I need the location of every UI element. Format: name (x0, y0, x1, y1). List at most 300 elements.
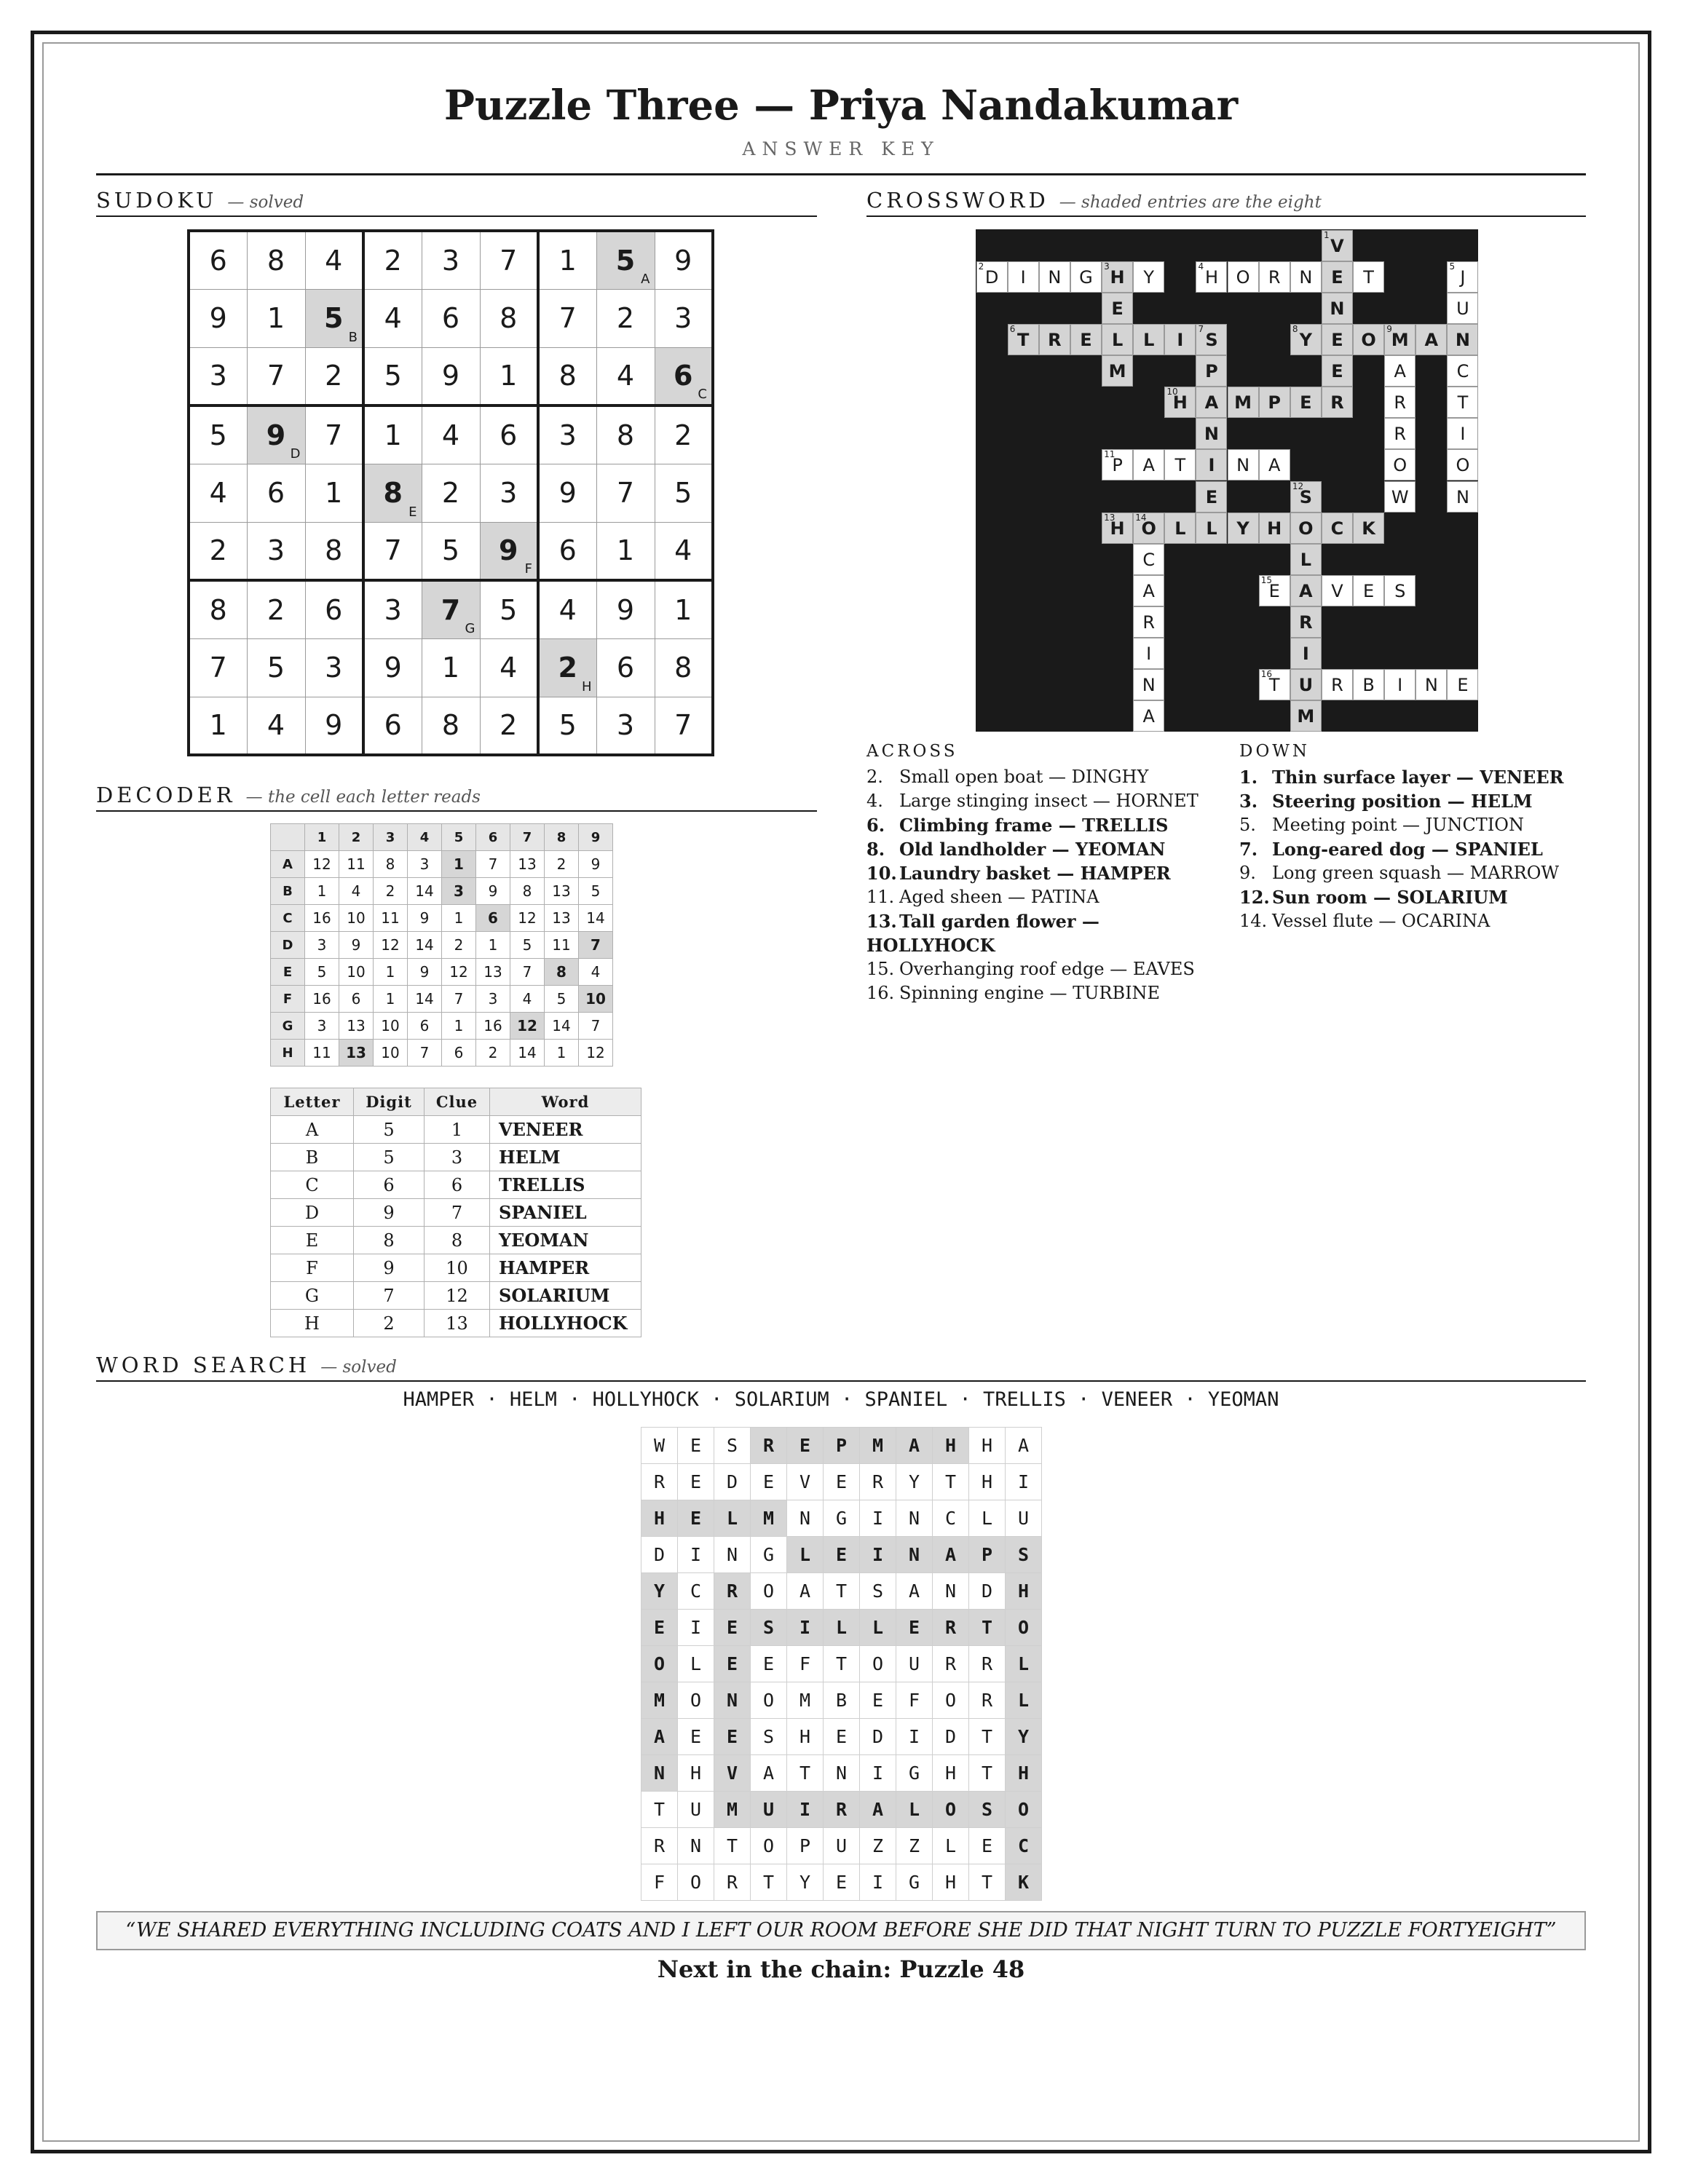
decoder-cell: 6 (408, 1013, 442, 1040)
sudoku-cell (596, 522, 655, 580)
wordsearch-cell: A (1006, 1428, 1042, 1464)
sudoku-cell (655, 464, 713, 522)
crossword-cell (1322, 293, 1353, 324)
wordsearch-cell: E (751, 1646, 787, 1682)
decoder-cell: 16 (476, 1013, 510, 1040)
decoder-row (271, 1013, 613, 1040)
sudoku-digit: 6 (209, 244, 227, 277)
clue-number: 11. (866, 887, 895, 907)
crossword-cell (1290, 481, 1322, 513)
down-clue (1239, 909, 1564, 933)
decoder-cell: 4 (339, 878, 374, 905)
across-clue (866, 885, 1199, 909)
letter-table-heading: Clue (425, 1088, 490, 1116)
letter-table-cell: HELM (490, 1144, 641, 1171)
decoder-cell: 1 (476, 932, 510, 959)
crossword-letter: S (1299, 486, 1312, 507)
crossword-letter: M (1297, 706, 1315, 727)
clue-text: Laundry basket — HAMPER (899, 863, 1171, 884)
crossword-letter: T (1017, 329, 1030, 350)
crossword-clue-number: 6 (1009, 323, 1016, 334)
wordsearch-cell: O (751, 1573, 787, 1610)
decoder-cell: 3 (305, 932, 339, 959)
sudoku-digit: 5 (384, 360, 402, 392)
wordsearch-cell: G (896, 1755, 933, 1792)
wordsearch-cell: D (933, 1719, 969, 1755)
sudoku-digit: 3 (500, 477, 518, 509)
decoder-cell: 10 (374, 1013, 408, 1040)
sudoku-row (189, 522, 713, 580)
sudoku-cell (480, 522, 538, 580)
crossword-letter: O (1236, 266, 1250, 288)
wordsearch-cell: E (678, 1500, 714, 1537)
wordsearch-cell: H (933, 1864, 969, 1901)
crossword-cell (1039, 261, 1070, 293)
letter-table-cell: 7 (425, 1199, 490, 1227)
across-clues (866, 740, 1199, 1005)
wordsearch-cell: N (896, 1500, 933, 1537)
wordsearch-cell: N (714, 1537, 751, 1573)
sudoku-cell (363, 405, 422, 464)
sudoku-digit: 5 (674, 477, 692, 509)
decoder-cell: 5 (579, 878, 613, 905)
clue-number: 4. (866, 791, 883, 811)
clue-text: Small open boat — DINGHY (899, 767, 1149, 787)
clue-number: 7. (1239, 839, 1258, 860)
clue-number: 15. (866, 959, 895, 979)
crossword-cell (1322, 669, 1353, 700)
wordsearch-cell: K (1006, 1864, 1042, 1901)
sudoku-digit: 3 (616, 709, 635, 742)
crossword-cell (1447, 324, 1478, 355)
decoder-cell: 7 (510, 959, 545, 986)
title-rule (96, 173, 1586, 175)
clue-number: 2. (866, 767, 883, 787)
decoder-header (96, 783, 817, 812)
crossword-cell (1290, 387, 1322, 418)
sudoku-cell (596, 405, 655, 464)
decoder-row (271, 851, 613, 878)
wordsearch-cell: H (969, 1464, 1006, 1500)
decoder-row (271, 905, 613, 932)
sudoku-cell (363, 289, 422, 347)
sudoku-cell (305, 464, 363, 522)
sudoku-cell (189, 697, 247, 755)
sudoku-digit: 1 (209, 709, 227, 742)
quote-box: “WE SHARED EVERYTHING INCLUDING COATS AND I LEFT OUR ROOM BEFORE SHE DID THAT NIGHT TURN TO PUZZLE FORTYEIGHT” (96, 1911, 1586, 1950)
wordsearch-cell: A (641, 1719, 678, 1755)
sudoku-cell (480, 697, 538, 755)
crossword-note: — shaded entries are the eight (1059, 193, 1322, 212)
clue-text: Old landholder — YEOMAN (899, 839, 1166, 860)
crossword-letter: B (1362, 675, 1375, 696)
sudoku-cell (596, 289, 655, 347)
sudoku-digit: 8 (674, 652, 692, 684)
crossword-letter: I (1146, 644, 1152, 665)
crossword-cell (1259, 575, 1290, 606)
wordsearch-cell: U (824, 1828, 860, 1864)
wordsearch-cell: R (969, 1646, 1006, 1682)
decoder-row-header: H (271, 1040, 305, 1067)
decoder-cell: 8 (374, 851, 408, 878)
crossword-letter: T (1457, 392, 1469, 414)
decoder-row (271, 878, 613, 905)
crossword-letter: A (1142, 580, 1155, 601)
wordsearch-cell: R (860, 1464, 896, 1500)
crossword-letter: D (984, 266, 999, 288)
down-clue (1239, 885, 1564, 909)
sudoku-cell (189, 347, 247, 405)
wordsearch-cell: H (678, 1755, 714, 1792)
wordsearch-cell: L (860, 1610, 896, 1646)
sudoku-row (189, 289, 713, 347)
sudoku-grid (187, 229, 714, 756)
crossword-clue-number: 16 (1260, 669, 1272, 680)
sudoku-cell (422, 464, 480, 522)
crossword-cell (1353, 575, 1384, 606)
wordsearch-cell: F (641, 1864, 678, 1901)
sudoku-cell (189, 289, 247, 347)
decoder-cell: 11 (545, 932, 579, 959)
down-clues (1239, 740, 1564, 933)
sudoku-row (189, 231, 713, 289)
sudoku-row (189, 464, 713, 522)
decoder-cell: 12 (510, 1013, 545, 1040)
crossword-letter: I (1177, 329, 1184, 350)
sudoku-cell (422, 697, 480, 755)
crossword-letter: O (1361, 329, 1376, 350)
wordsearch-cell: S (751, 1610, 787, 1646)
sudoku-cell (596, 347, 655, 405)
wordsearch-cell: I (860, 1537, 896, 1573)
wordsearch-cell: A (896, 1573, 933, 1610)
sudoku-row (189, 697, 713, 755)
wordsearch-cell: M (641, 1682, 678, 1719)
crossword-cell (1102, 513, 1133, 544)
letter-table-cell: TRELLIS (490, 1171, 641, 1199)
letter-table-cell: F (271, 1254, 354, 1282)
decoder-cell: 3 (305, 1013, 339, 1040)
sudoku-cell (480, 580, 538, 638)
wordsearch-cell: A (751, 1755, 787, 1792)
decoder-row (271, 932, 613, 959)
crossword-letter: M (1108, 361, 1126, 382)
clue-text: Long green squash — MARROW (1272, 863, 1560, 883)
sudoku-cell (189, 522, 247, 580)
crossword-letter: P (1205, 361, 1218, 382)
sudoku-digit: 2 (325, 360, 343, 392)
crossword-cell (1384, 324, 1416, 355)
crossword-clue-number: 1 (1323, 229, 1330, 240)
wordsearch-cell: L (714, 1500, 751, 1537)
sudoku-cell (305, 638, 363, 697)
wordsearch-cell: R (641, 1464, 678, 1500)
wordsearch-cell: N (933, 1573, 969, 1610)
crossword-letter: M (1234, 392, 1252, 414)
wordsearch-cell: T (641, 1792, 678, 1828)
crossword-letter: A (1299, 580, 1313, 601)
sudoku-digit: 9 (616, 593, 635, 626)
wordsearch-cell: I (896, 1719, 933, 1755)
wordsearch-cell: L (1006, 1646, 1042, 1682)
letter-table-cell: 8 (354, 1227, 425, 1254)
wordsearch-cell: L (678, 1646, 714, 1682)
crossword-cell (1196, 418, 1227, 449)
wordsearch-cell: R (751, 1428, 787, 1464)
crossword-cell (1384, 355, 1416, 387)
wordsearch-cell: I (678, 1610, 714, 1646)
decoder-cell: 6 (442, 1040, 476, 1067)
crossword-cell (1196, 481, 1227, 513)
decoder-col-header: 8 (545, 824, 579, 851)
crossword-cell (1133, 606, 1164, 638)
wordsearch-cell: M (787, 1682, 824, 1719)
crossword-letter: R (1268, 266, 1281, 288)
crossword-cell (1070, 324, 1102, 355)
wordsearch-cell: C (933, 1500, 969, 1537)
crossword-cell (1447, 387, 1478, 418)
sudoku-digit: 2 (384, 244, 402, 277)
wordsearch-cell: O (933, 1792, 969, 1828)
sudoku-digit: 9 (266, 419, 286, 451)
sudoku-cell (422, 405, 480, 464)
wordsearch-cell: F (787, 1646, 824, 1682)
decoder-cell: 14 (545, 1013, 579, 1040)
letter-table-cell: 5 (354, 1144, 425, 1171)
sudoku-digit: 1 (558, 244, 577, 277)
decoder-cell: 5 (545, 986, 579, 1013)
wordsearch-row (641, 1573, 1042, 1610)
wordsearch-cell: O (678, 1682, 714, 1719)
decoder-row-header: B (271, 878, 305, 905)
sudoku-digit: 9 (441, 360, 460, 392)
wordsearch-cell: O (751, 1682, 787, 1719)
sudoku-cell (655, 522, 713, 580)
decoder-row-header: C (271, 905, 305, 932)
wordsearch-cell: L (787, 1537, 824, 1573)
crossword-cell (1102, 449, 1133, 480)
clue-text: Meeting point — JUNCTION (1272, 815, 1524, 835)
wordsearch-cell: D (641, 1537, 678, 1573)
crossword-cell (1164, 513, 1196, 544)
across-clue (866, 909, 1118, 957)
decoder-cell: 7 (579, 1013, 613, 1040)
letter-table-heading: Letter (271, 1088, 354, 1116)
sudoku-cell (363, 697, 422, 755)
sudoku-note: — solved (227, 193, 304, 212)
decoder-col-header: 5 (442, 824, 476, 851)
crossword-cell (1353, 324, 1384, 355)
decoder-cell: 12 (579, 1040, 613, 1067)
sudoku-cell (305, 580, 363, 638)
crossword-clue-number: 14 (1135, 512, 1147, 523)
crossword-clue-number: 4 (1198, 261, 1204, 272)
crossword-cell (1353, 669, 1384, 700)
sudoku-cell (538, 522, 596, 580)
crossword-letter: H (1267, 518, 1282, 539)
clue-text: Spinning engine — TURBINE (899, 983, 1161, 1003)
crossword-cell (1290, 513, 1322, 544)
crossword-letter: E (1111, 298, 1124, 319)
sudoku-cell (247, 231, 305, 289)
wordsearch-cell: N (678, 1828, 714, 1864)
wordsearch-cell: Y (896, 1464, 933, 1500)
decoder-cell: 10 (339, 959, 374, 986)
decoder-cell: 7 (476, 851, 510, 878)
crossword-letter: L (1300, 549, 1311, 570)
wordsearch-cell: I (860, 1755, 896, 1792)
wordsearch-row (641, 1864, 1042, 1901)
wordsearch-cell: I (787, 1610, 824, 1646)
letter-table-cell: 3 (425, 1144, 490, 1171)
sudoku-cell (247, 464, 305, 522)
wordsearch-cell: V (787, 1464, 824, 1500)
sudoku-digit: 2 (674, 419, 692, 451)
sudoku-digit: 4 (441, 419, 460, 451)
sudoku-cell (363, 347, 422, 405)
crossword-letter: M (1391, 329, 1409, 350)
crossword-cell (1322, 230, 1353, 261)
decoder-cell: 14 (579, 905, 613, 932)
clue-number: 8. (866, 839, 885, 860)
letter-table-heading: Digit (354, 1088, 425, 1116)
clue-number: 13. (866, 911, 897, 932)
wordsearch-cell: A (787, 1573, 824, 1610)
letter-table-cell: 5 (354, 1116, 425, 1144)
crossword-letter: R (1330, 392, 1344, 414)
sudoku-digit: 6 (325, 593, 343, 626)
wordsearch-cell: H (933, 1428, 969, 1464)
crossword-cell (1290, 544, 1322, 575)
sudoku-digit: 9 (558, 477, 577, 509)
crossword-cell (1133, 513, 1164, 544)
wordsearch-row (641, 1682, 1042, 1719)
decoder-title: DECODER (96, 783, 236, 807)
letter-table-row (271, 1171, 641, 1199)
decoder-cell: 13 (510, 851, 545, 878)
letter-table-cell: E (271, 1227, 354, 1254)
crossword-cell (1228, 513, 1259, 544)
wordsearch-cell: H (1006, 1573, 1042, 1610)
wordsearch-cell: L (969, 1500, 1006, 1537)
decoder-cell: 9 (408, 959, 442, 986)
decoder-col-header: 2 (339, 824, 374, 851)
sudoku-digit: 4 (266, 709, 285, 742)
crossword-letter: E (1300, 392, 1312, 414)
sudoku-digit: 6 (441, 302, 460, 334)
sudoku-digit: 1 (500, 360, 518, 392)
sudoku-cell (363, 522, 422, 580)
crossword-cell (1353, 513, 1384, 544)
crossword-cell (1008, 324, 1039, 355)
crossword-cell (1196, 355, 1227, 387)
wordsearch-cell: S (714, 1428, 751, 1464)
sudoku-cell (538, 231, 596, 289)
letter-table (270, 1088, 641, 1337)
letter-table-cell: SPANIEL (490, 1199, 641, 1227)
crossword-cell (1259, 669, 1290, 700)
sudoku-cell (538, 464, 596, 522)
wordsearch-cell: E (824, 1464, 860, 1500)
crossword-cell (1164, 324, 1196, 355)
decoder-cell: 7 (579, 932, 613, 959)
wordsearch-cell: P (969, 1537, 1006, 1573)
sudoku-cell (305, 405, 363, 464)
wordsearch-grid (641, 1427, 1042, 1901)
sudoku-digit: 8 (500, 302, 518, 334)
wordsearch-cell: M (714, 1792, 751, 1828)
sudoku-digit: 9 (674, 244, 692, 277)
crossword-letter: R (1394, 424, 1407, 445)
decoder-cell: 3 (476, 986, 510, 1013)
crossword-letter: H (1204, 266, 1218, 288)
wordsearch-cell: Y (1006, 1719, 1042, 1755)
sudoku-cell (538, 697, 596, 755)
sudoku-digit: 9 (384, 652, 402, 684)
decoder-cell: 11 (305, 1040, 339, 1067)
wordsearch-cell: E (714, 1610, 751, 1646)
clue-number: 5. (1239, 815, 1256, 835)
sudoku-cell (305, 231, 363, 289)
sudoku-cell (480, 231, 538, 289)
clue-text: Long-eared dog — SPANIEL (1272, 839, 1543, 860)
wordsearch-cell: N (714, 1682, 751, 1719)
sudoku-cell (305, 522, 363, 580)
wordsearch-row (641, 1537, 1042, 1573)
sudoku-cell (247, 289, 305, 347)
wordsearch-cell: O (1006, 1792, 1042, 1828)
clue-number: 3. (1239, 791, 1258, 812)
clue-text: Thin surface layer — VENEER (1272, 767, 1564, 788)
sudoku-row (189, 405, 713, 464)
crossword-cell (1133, 700, 1164, 732)
wordsearch-cell: T (933, 1464, 969, 1500)
crossword-clue-number: 7 (1198, 323, 1204, 334)
crossword-letter: E (1457, 675, 1469, 696)
wordsearch-row (641, 1464, 1042, 1500)
sudoku-digit: 8 (266, 244, 285, 277)
letter-table-cell: H (271, 1310, 354, 1337)
sudoku-digit: 9 (499, 534, 518, 567)
wordsearch-cell: U (751, 1792, 787, 1828)
sudoku-digit: 7 (441, 593, 461, 626)
page-subtitle: ANSWER KEY (742, 138, 940, 159)
clue-number: 9. (1239, 863, 1256, 883)
decoder-cell: 2 (442, 932, 476, 959)
sudoku-row (189, 638, 713, 697)
sudoku-cell (247, 522, 305, 580)
letter-table-cell: 7 (354, 1282, 425, 1310)
wordsearch-row (641, 1755, 1042, 1792)
sudoku-cell (480, 638, 538, 697)
sudoku-cell (189, 405, 247, 464)
wordsearch-cell: R (714, 1573, 751, 1610)
crossword-cell (1196, 449, 1227, 480)
crossword-cell (1133, 261, 1164, 293)
sudoku-cell (596, 697, 655, 755)
wordsearch-note: — solved (320, 1358, 397, 1377)
sudoku-digit: 7 (674, 709, 692, 742)
crossword-cell (1102, 355, 1133, 387)
wordsearch-cell: T (969, 1864, 1006, 1901)
wordsearch-row (641, 1719, 1042, 1755)
crossword-clue-number: 11 (1104, 449, 1116, 460)
sudoku-cell (189, 638, 247, 697)
wordsearch-cell: E (969, 1828, 1006, 1864)
sudoku-mark: H (581, 678, 592, 695)
wordsearch-cell: A (896, 1428, 933, 1464)
decoder-cell: 11 (374, 905, 408, 932)
